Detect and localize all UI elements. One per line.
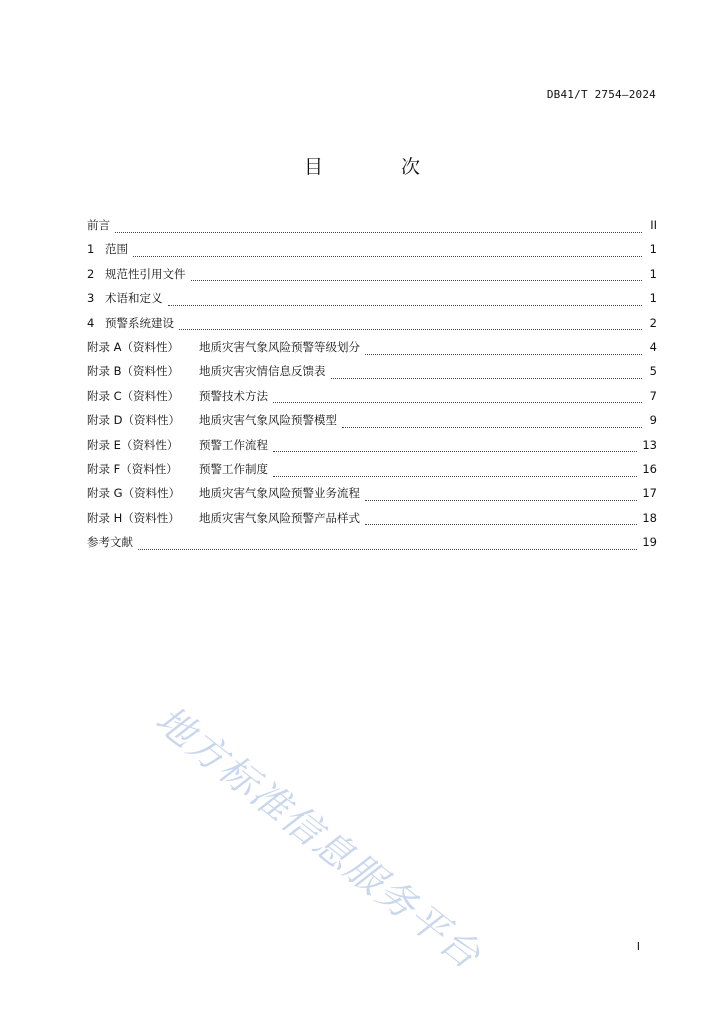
toc-entry-label: [87, 388, 268, 404]
toc-entry-title: 地质灾害气象风险预警模型: [199, 413, 337, 428]
toc-entry[interactable]: [87, 363, 657, 387]
toc-entry-page: 4: [649, 339, 657, 354]
toc-entry-title: 预警系统建设: [105, 315, 174, 330]
toc-leader-dots: [342, 427, 642, 428]
toc-entry-label: [87, 363, 326, 379]
toc-entry-number: 3: [87, 291, 95, 306]
toc-leader-dots: [138, 549, 637, 550]
toc-entry[interactable]: [87, 339, 657, 363]
toc-entry-page: 17: [642, 486, 657, 501]
toc-entry-page: II: [650, 218, 657, 232]
document-code: DB41/T 2754—2024: [546, 88, 656, 101]
toc-entry-title: 规范性引用文件: [105, 266, 186, 281]
toc-entry-label: [87, 412, 337, 428]
toc-entry[interactable]: [87, 412, 657, 436]
toc-entry[interactable]: [87, 315, 657, 339]
toc-entry[interactable]: [87, 290, 657, 314]
toc-entry-title: 地质灾害气象风险预警产品样式: [199, 510, 360, 525]
toc-entry[interactable]: [87, 485, 657, 509]
toc-leader-dots: [179, 329, 642, 330]
toc-entry-number: 1: [87, 242, 95, 257]
toc-entry-page: 1: [649, 291, 657, 306]
toc-entry[interactable]: [87, 217, 657, 241]
toc-entry-label: [87, 461, 268, 477]
toc-entry-page: 7: [649, 388, 657, 403]
toc-entry-page: 9: [649, 413, 657, 428]
toc-entry-title: 地质灾害气象风险预警等级划分: [199, 339, 360, 354]
toc-entry-label: [87, 315, 174, 331]
toc-entry-label: [87, 217, 110, 233]
toc-entry-title: 地质灾害气象风险预警业务流程: [199, 486, 360, 501]
toc-leader-dots: [365, 500, 637, 501]
toc-entry-title: 预警工作流程: [199, 437, 268, 452]
toc-entry-number: 2: [87, 266, 95, 281]
toc-entry-title: 预警技术方法: [199, 388, 268, 403]
toc-leader-dots: [331, 378, 643, 379]
toc-entry-label: [87, 510, 360, 526]
table-of-contents: [87, 217, 657, 558]
toc-entry[interactable]: [87, 437, 657, 461]
toc-leader-dots: [115, 232, 642, 233]
toc-entry[interactable]: [87, 388, 657, 412]
toc-entry-number: 4: [87, 315, 95, 330]
toc-entry-label: [87, 339, 360, 355]
toc-entry-appendix: 附录 C（资料性）: [87, 388, 180, 403]
toc-entry[interactable]: [87, 461, 657, 485]
toc-entry-title: 参考文献: [87, 535, 133, 550]
toc-entry[interactable]: [87, 534, 657, 558]
watermark: 地方标准信息服务平台: [147, 697, 490, 979]
toc-entry-appendix: 附录 G（资料性）: [87, 486, 181, 501]
toc-entry-page: 19: [642, 535, 657, 550]
toc-leader-dots: [191, 280, 643, 281]
toc-entry-title: 范围: [105, 242, 128, 257]
toc-entry-page: 16: [642, 461, 657, 476]
page-number: I: [636, 940, 640, 953]
toc-entry-title: 前言: [87, 218, 110, 232]
toc-entry-page: 18: [642, 510, 657, 525]
toc-entry-appendix: 附录 E（资料性）: [87, 437, 179, 452]
toc-entry[interactable]: [87, 241, 657, 265]
toc-entry-page: 2: [649, 315, 657, 330]
toc-entry-label: [87, 290, 163, 306]
toc-entry-title: 地质灾害灾情信息反馈表: [199, 364, 326, 379]
toc-entry[interactable]: [87, 510, 657, 534]
toc-entry-page: 5: [649, 364, 657, 379]
page-title: 目 次: [303, 156, 457, 178]
toc-entry-page: 13: [642, 437, 657, 452]
toc-entry-label: [87, 534, 133, 550]
toc-leader-dots: [273, 451, 637, 452]
toc-leader-dots: [168, 305, 643, 306]
toc-leader-dots: [273, 402, 642, 403]
toc-leader-dots: [365, 354, 642, 355]
toc-entry-page: 1: [649, 242, 657, 257]
toc-entry-appendix: 附录 B（资料性）: [87, 364, 180, 379]
toc-leader-dots: [133, 256, 642, 257]
toc-entry-label: [87, 241, 128, 257]
toc-entry-appendix: 附录 H（资料性）: [87, 510, 180, 525]
toc-entry-title: 预警工作制度: [199, 461, 268, 476]
toc-entry-label: [87, 485, 360, 501]
toc-leader-dots: [365, 524, 637, 525]
toc-entry-appendix: 附录 A（资料性）: [87, 339, 180, 354]
toc-entry-appendix: 附录 F（资料性）: [87, 461, 178, 476]
toc-entry-page: 1: [649, 266, 657, 281]
toc-entry-title: 术语和定义: [105, 291, 163, 306]
toc-leader-dots: [273, 476, 637, 477]
toc-entry-label: [87, 266, 186, 282]
toc-entry[interactable]: [87, 266, 657, 290]
toc-entry-appendix: 附录 D（资料性）: [87, 413, 181, 428]
toc-entry-label: [87, 437, 268, 453]
